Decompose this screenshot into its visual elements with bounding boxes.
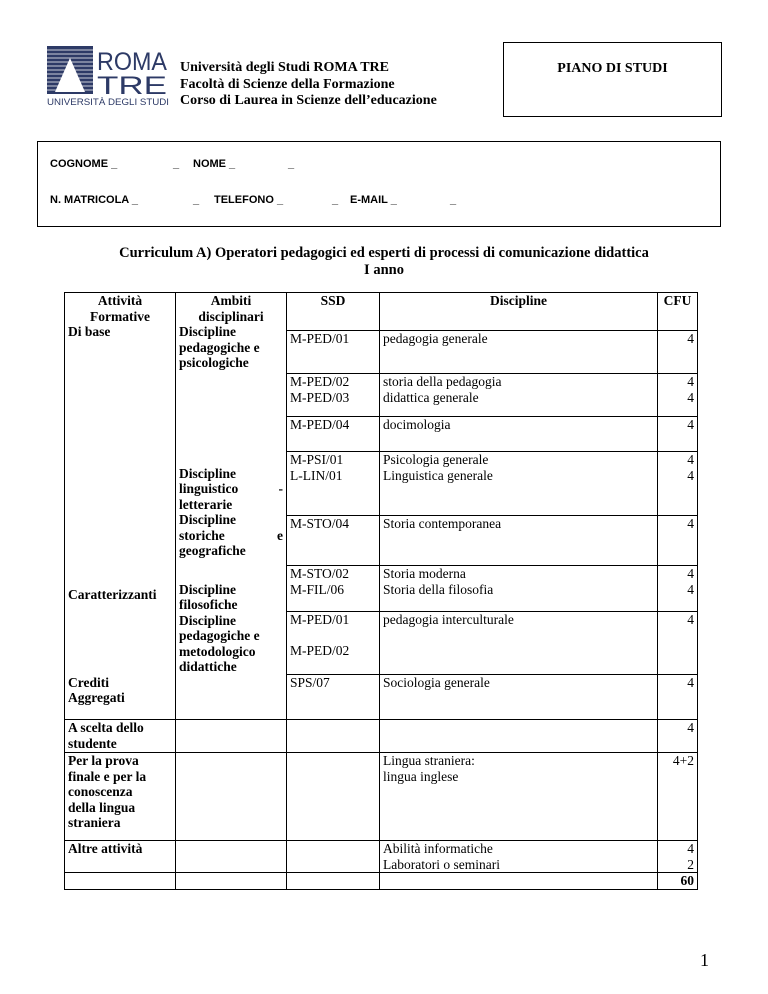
svg-text:TRE: TRE [97,72,167,100]
ssd-header: SSD [287,293,380,331]
course-name: Corso di Laurea in Scienze dell’educazione [180,93,437,108]
telefono-blank: _ [332,194,339,206]
table-row: A scelta dello studente 4 [65,720,698,753]
table-row: Crediti Aggregati SPS/07 Sociologia generale 4 [65,675,698,720]
attivita-cell-base: Attività Formative Di base [65,293,176,612]
table-row: Discipline filosofiche Discipline pedagogiche e metodologico didattiche M-STO/02 M-FIL/06 Storia moderna Storia della filosofia 4 4 [65,566,698,612]
curriculum-title: Curriculum A) Operatori pedagogici ed esperti di processi di comunicazione didattica [119,245,649,261]
table-row: Discipline linguistico - letterarie Discipline storiche e geografiche M-PSI/01 L-LIN/01 Psicologia generale Linguistica generale 4 4 [65,452,698,516]
institution-header [180,60,437,110]
cfu-total: 60 [658,873,698,890]
attivita-prova-finale: Per la prova finale e per la conoscenza della lingua straniera [65,753,176,841]
attivita-caratterizzanti: Caratterizzanti [65,612,176,675]
table-row: M-PED/02 M-PED/03 storia della pedagogia didattica generale 4 4 [65,374,698,417]
svg-text:UNIVERSITÀ DEGLI STUDI: UNIVERSITÀ DEGLI STUDI [47,97,169,106]
university-name: Università degli Studi ROMA TRE [180,60,389,75]
student-info-form [37,141,721,227]
table-row: Altre attività Abilità informatiche Laboratori o seminari 4 2 [65,841,698,873]
matricola-blank: _ [193,194,200,206]
telefono-field[interactable]: TELEFONO _ [214,194,284,206]
ambiti-cell-3: Discipline filosofiche Discipline pedagogiche e metodologico didattiche [176,566,287,675]
page-number: 1 [700,950,709,970]
cognome-blank: _ [173,158,180,170]
discipline-header: Discipline [380,293,658,331]
table-row: M-STO/04 Storia contemporanea 4 [65,516,698,566]
document-title-box [503,42,722,117]
table-row: Caratterizzanti M-PED/01 M-PED/02 pedagogia interculturale 4 [65,612,698,675]
attivita-di-base: Di base [68,324,111,339]
email-field[interactable]: E-MAIL _ [350,194,397,206]
cfu-header: CFU [658,293,698,331]
ambiti-cell-2: Discipline linguistico - letterarie Discipline storiche e geografiche [176,452,287,566]
roma-tre-logo [47,46,170,106]
table-row: M-PED/04 docimologia 4 [65,417,698,452]
svg-text:ROMA: ROMA [97,48,168,76]
ambiti-cell-1: Ambiti disciplinari Discipline pedagogiche e psicologiche [176,293,287,452]
table-row: M-PED/01 pedagogia generale 4 [65,331,698,374]
matricola-field[interactable]: N. MATRICOLA _ [50,194,138,206]
nome-field[interactable]: NOME _ [193,158,236,170]
cognome-field[interactable]: COGNOME _ [50,158,118,170]
document-title: PIANO DI STUDI [557,61,668,76]
faculty-name: Facoltà di Scienze della Formazione [180,76,395,92]
attivita-a-scelta: A scelta dello studente [65,720,176,753]
nome-blank: _ [288,158,295,170]
attivita-altre: Altre attività [65,841,176,873]
attivita-crediti-aggregati: Crediti Aggregati [65,675,176,720]
table-header-row [65,293,698,331]
curriculum-heading [0,245,768,279]
table-row: Per la prova finale e per la conoscenza della lingua straniera Lingua straniera: lingua inglese 4+2 [65,753,698,841]
total-row [65,873,698,890]
study-plan-table [64,292,698,890]
curriculum-year: I anno [364,262,404,278]
email-blank: _ [450,194,457,206]
